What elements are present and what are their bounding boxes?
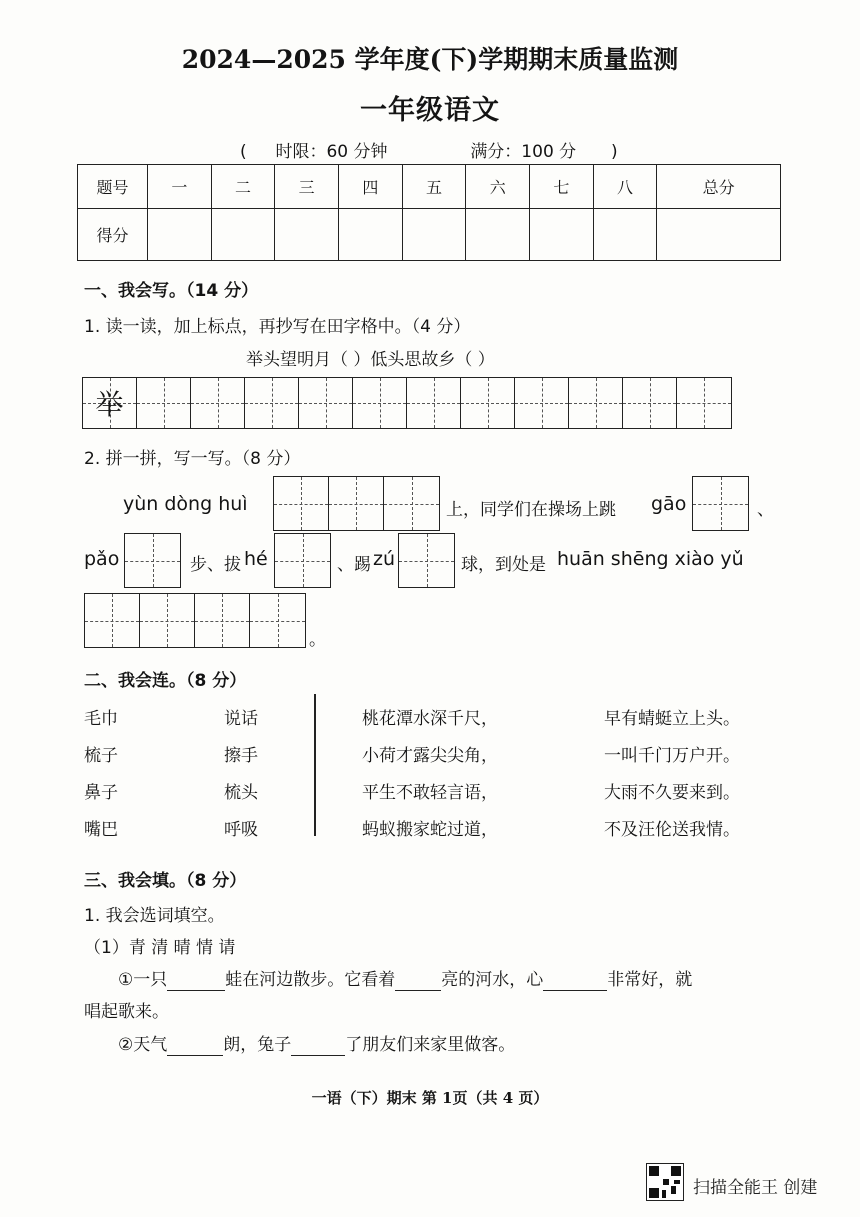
pinyin-gao: gāo: [651, 493, 687, 515]
pinyin-yundonghui: yùn dòng huì: [123, 493, 248, 515]
score-header-cell: 五: [402, 165, 466, 209]
grid-cell[interactable]: [569, 378, 623, 428]
grid-cell[interactable]: [461, 378, 515, 428]
column-divider: [314, 694, 316, 836]
s1-part-c: 亮的河水，心: [441, 970, 544, 990]
poem-second-line[interactable]: 大雨不久要来到。: [604, 783, 740, 803]
copy-grid[interactable]: [82, 377, 732, 429]
section2-heading: 二、我会连。（8 分）: [84, 671, 247, 691]
grid-cell[interactable]: [399, 534, 454, 587]
score-table: [77, 164, 781, 261]
poem-second-line[interactable]: 不及汪伦送我情。: [604, 820, 740, 840]
exam-time-info: [240, 137, 618, 162]
grid-cell[interactable]: [384, 477, 439, 530]
match-left-item[interactable]: 嘴巴: [84, 820, 118, 840]
grid-cell[interactable]: [85, 594, 140, 647]
section1-heading: 一、我会写。（14 分）: [84, 281, 259, 301]
grid-cell[interactable]: [407, 378, 461, 428]
grid-zu[interactable]: [398, 533, 455, 588]
score-header-cell: 三: [275, 165, 339, 209]
score-header-cell: 总分: [657, 165, 781, 209]
poem-second-line[interactable]: 早有蜻蜓立上头。: [604, 709, 740, 729]
scanner-watermark: 扫描全能王 创建: [693, 1178, 818, 1198]
match-right-item[interactable]: 说话: [224, 709, 258, 729]
grid-cell[interactable]: [677, 378, 731, 428]
page-footer: 一语（下）期末 第 1页（共 4 页）: [311, 1089, 549, 1107]
grid-cell[interactable]: [195, 594, 250, 647]
s1-part-e: 唱起歌来。: [84, 1002, 169, 1022]
match-left-item[interactable]: 毛巾: [84, 709, 118, 729]
score-cell: [339, 209, 403, 261]
grid-cell[interactable]: [623, 378, 677, 428]
time-limit: 时限：60 分钟: [275, 142, 388, 162]
grid-cell[interactable]: [140, 594, 195, 647]
score-cell: [466, 209, 530, 261]
score-value-row: [78, 209, 781, 261]
grid-cell[interactable]: [329, 477, 384, 530]
poem-first-line[interactable]: 小荷才露尖尖角，: [362, 746, 498, 766]
pinyin-huanshengxiaoyu: huān shēng xiào yǔ: [557, 548, 744, 570]
score-cell: [657, 209, 781, 261]
poem-first-line[interactable]: 平生不敢轻言语，: [362, 783, 498, 803]
score-header-cell: 四: [339, 165, 403, 209]
full-score: 满分：100 分: [470, 142, 577, 162]
match-left-item[interactable]: 鼻子: [84, 783, 118, 803]
fill-blank[interactable]: [395, 970, 441, 991]
grid-cell[interactable]: [353, 378, 407, 428]
score-header-cell: 七: [530, 165, 594, 209]
q2-line1-text: 上，同学们在操场上跳: [446, 500, 616, 520]
score-header-cell: 六: [466, 165, 530, 209]
score-cell: [211, 209, 275, 261]
pinyin-he: hé: [244, 548, 268, 570]
q1-sentence: 举头望明月（ ）低头思故乡（ ）: [246, 350, 495, 370]
pinyin-pao: pǎo: [84, 548, 120, 570]
exam-title: 2024—2025 学年度(下)学期期末质量监测: [181, 45, 679, 74]
q1-prompt: 1. 读一读，加上标点，再抄写在田字格中。（4 分）: [84, 317, 471, 337]
grid-cell[interactable]: [125, 534, 180, 587]
qr-code-icon: [646, 1163, 684, 1201]
pinyin-zu: zú: [373, 548, 396, 570]
grid-cell[interactable]: [250, 594, 305, 647]
grid-yundonghui[interactable]: [273, 476, 440, 531]
poem-first-line[interactable]: 蚂蚁搬家蛇过道，: [362, 820, 498, 840]
score-header-cell: 一: [148, 165, 212, 209]
grid-cell[interactable]: [83, 378, 137, 428]
exam-subject: 一年级语文: [360, 95, 500, 126]
q2-line1-end: 、: [757, 500, 774, 520]
q2-prompt: 2. 拼一拼，写一写。（8 分）: [84, 449, 301, 469]
s1-part-b: 蛙在河边散步。它看着: [225, 970, 396, 990]
s2-part-a: ②天气: [118, 1035, 168, 1055]
score-cell: [275, 209, 339, 261]
grid-cell[interactable]: [137, 378, 191, 428]
s2-part-b: 朗，兔子: [223, 1035, 292, 1055]
grid-gao[interactable]: [692, 476, 749, 531]
grid-huanshengxiaoyu[interactable]: [84, 593, 306, 648]
s1-part-d: 非常好，就: [607, 970, 693, 990]
grid-cell[interactable]: [274, 477, 329, 530]
grid-cell[interactable]: [275, 534, 330, 587]
s3-q1-prompt: 1. 我会选词填空。: [84, 906, 225, 926]
s2-part-c: 了朋友们来家里做客。: [345, 1035, 516, 1055]
grid-cell[interactable]: [693, 477, 748, 530]
poem-first-line[interactable]: 桃花潭水深千尺，: [362, 709, 498, 729]
fill-sentence-2: [118, 1030, 515, 1056]
grid-he[interactable]: [274, 533, 331, 588]
word-choices: （1）青 清 晴 情 请: [84, 938, 236, 958]
grid-cell[interactable]: [515, 378, 569, 428]
fill-blank[interactable]: [291, 1035, 345, 1056]
s1-part-a: ①一只: [118, 970, 168, 990]
score-header-row: [78, 165, 781, 209]
q2-line3-end: 。: [309, 630, 326, 650]
match-right-item[interactable]: 擦手: [224, 746, 258, 766]
q2-line2-text1: 步、拔: [190, 555, 241, 575]
section3-heading: 三、我会填。（8 分）: [84, 871, 247, 891]
q2-line2-text3: 球，到处是: [461, 555, 546, 575]
match-left-item[interactable]: 梳子: [84, 746, 118, 766]
q2-line2-text2: 、踢: [337, 555, 371, 575]
fill-sentence-1: [118, 965, 692, 991]
fill-blank[interactable]: [167, 1035, 223, 1056]
paren-open: (: [240, 142, 247, 162]
score-cell: [402, 209, 466, 261]
fill-blank[interactable]: [167, 970, 225, 991]
score-header-cell: 题号: [78, 165, 148, 209]
score-cell: [148, 209, 212, 261]
paren-close: ): [610, 142, 618, 162]
score-header-cell: 二: [211, 165, 275, 209]
score-row-label: 得分: [78, 209, 148, 261]
match-right-item[interactable]: 梳头: [224, 783, 258, 803]
grid-pao[interactable]: [124, 533, 181, 588]
grid-cell[interactable]: [299, 378, 353, 428]
grid-cell[interactable]: [245, 378, 299, 428]
score-header-cell: 八: [593, 165, 657, 209]
grid-cell[interactable]: [191, 378, 245, 428]
score-cell: [593, 209, 657, 261]
poem-second-line[interactable]: 一叫千门万户开。: [604, 746, 740, 766]
grid-char: 举: [95, 388, 124, 421]
fill-blank[interactable]: [543, 970, 607, 991]
score-cell: [530, 209, 594, 261]
match-right-item[interactable]: 呼吸: [224, 820, 258, 840]
